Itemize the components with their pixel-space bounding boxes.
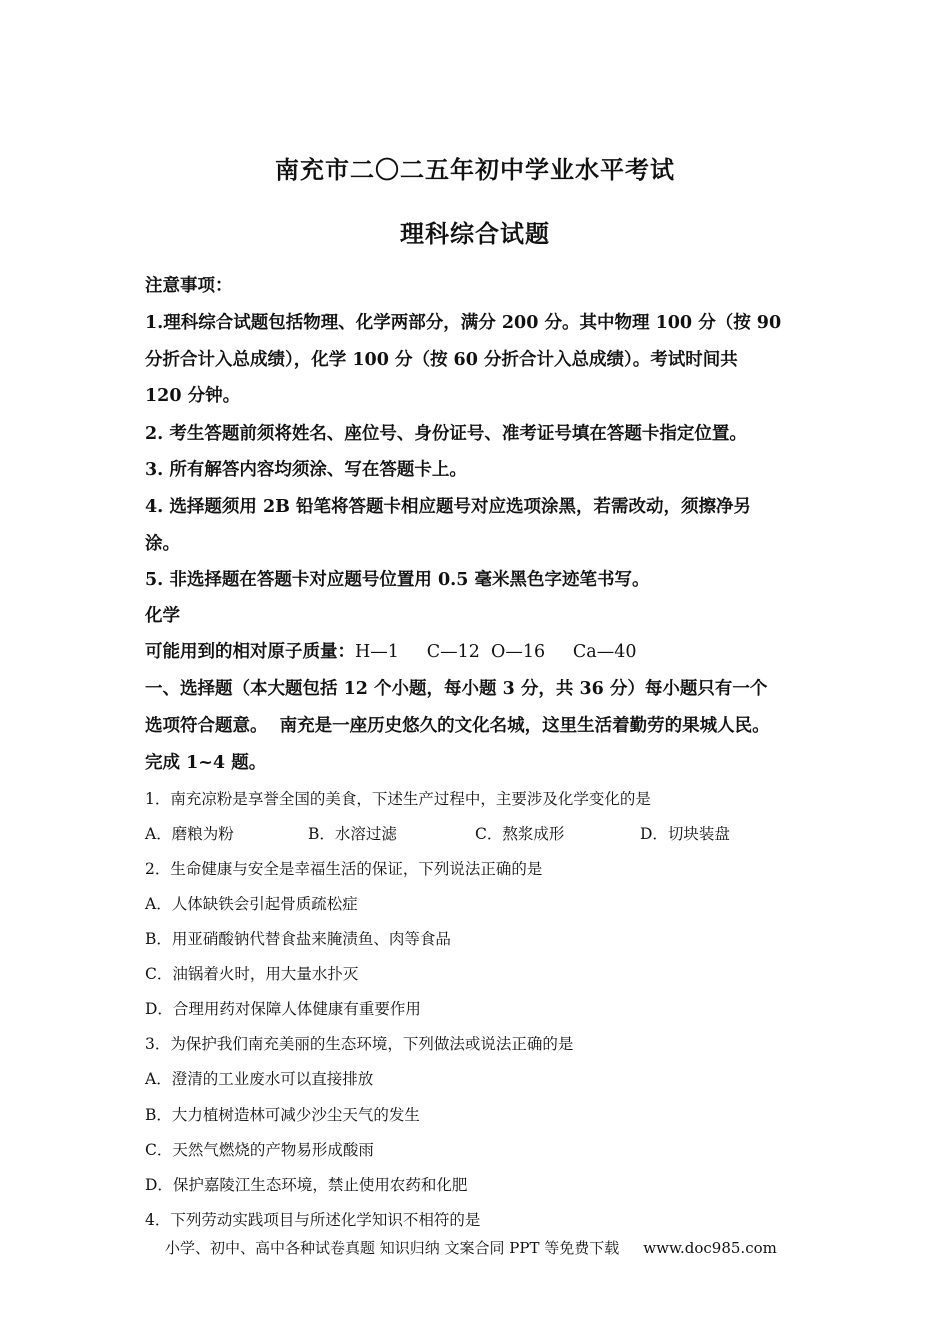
- question-4-stem: 4．下列劳动实践项目与所述化学知识不相符的是: [145, 1211, 481, 1229]
- notice-item-2: 2. 考生答题前须将姓名、座位号、身份证号、准考证号填在答题卡指定位置。: [145, 424, 747, 444]
- question-1-option-c: C．熬浆成形: [475, 825, 565, 843]
- notice-item-1-line-3: 120 分钟。: [145, 386, 241, 406]
- page-footer: [165, 1237, 777, 1258]
- question-2-option-d: D．合理用药对保障人体健康有重要作用: [145, 1000, 421, 1018]
- notice-item-4-line-2: 涂。: [145, 534, 180, 554]
- question-3-option-c: C．天然气燃烧的产物易形成酸雨: [145, 1141, 374, 1159]
- question-3-stem: 3．为保护我们南充美丽的生态环境，下列做法或说法正确的是: [145, 1035, 574, 1053]
- notice-item-3: 3. 所有解答内容均须涂、写在答题卡上。: [145, 460, 467, 480]
- atomic-masses-values: H—1 C—12 O—16 Ca—40: [355, 642, 637, 662]
- atomic-masses: [145, 638, 637, 663]
- notice-heading: 注意事项：: [145, 276, 233, 296]
- question-3-option-d: D．保护嘉陵江生态环境，禁止使用农药和化肥: [145, 1176, 468, 1194]
- question-1-option-d: D．切块装盘: [640, 825, 730, 843]
- notice-item-5: 5. 非选择题在答题卡对应题号位置用 0.5 毫米黑色字迹笔书写。: [145, 570, 650, 590]
- footer-text: 小学、初中、高中各种试卷真题 知识归纳 文案合同 PPT 等免费下载: [165, 1239, 620, 1257]
- notice-item-1-line-2: 分折合计入总成绩），化学 100 分（按 60 分折合计入总成绩）。考试时间共: [145, 350, 738, 370]
- notice-item-4-line-1: 4. 选择题须用 2B 铅笔将答题卡相应题号对应选项涂黑，若需改动，须擦净另: [145, 497, 752, 517]
- notice-item-1-line-1: 1.理科综合试题包括物理、化学两部分，满分 200 分。其中物理 100 分（按 90: [145, 313, 782, 333]
- question-2-option-c: C．油锅着火时，用大量水扑灭: [145, 965, 359, 983]
- chemistry-heading: 化学: [145, 606, 180, 626]
- footer-site-link[interactable]: www.doc985.com: [643, 1239, 777, 1257]
- exam-subtitle: 理科综合试题: [400, 219, 550, 248]
- section-1-line-1: 一、选择题（本大题包括 12 个小题，每小题 3 分，共 36 分）每小题只有一个: [145, 679, 768, 699]
- atomic-masses-label: 可能用到的相对原子质量：: [145, 642, 355, 662]
- question-3-option-b: B．大力植树造林可减少沙尘天气的发生: [145, 1106, 420, 1124]
- question-2-option-b: B．用亚硝酸钠代替食盐来腌渍鱼、肉等食品: [145, 930, 451, 948]
- question-1-option-b: B．水溶过滤: [308, 825, 397, 843]
- question-1-option-a: A．磨粮为粉: [145, 825, 234, 843]
- question-2-option-a: A．人体缺铁会引起骨质疏松症: [145, 895, 358, 913]
- section-1-line-2: 选项符合题意。 南充是一座历史悠久的文化名城，这里生活着勤劳的果城人民。: [145, 716, 770, 736]
- question-3-option-a: A．澄清的工业废水可以直接排放: [145, 1070, 374, 1088]
- section-1-line-3: 完成 1~4 题。: [145, 753, 267, 773]
- exam-title: 南充市二〇二五年初中学业水平考试: [275, 155, 675, 184]
- question-1-stem: 1．南充凉粉是享誉全国的美食，下述生产过程中，主要涉及化学变化的是: [145, 790, 651, 808]
- question-2-stem: 2．生命健康与安全是幸福生活的保证，下列说法正确的是: [145, 860, 543, 878]
